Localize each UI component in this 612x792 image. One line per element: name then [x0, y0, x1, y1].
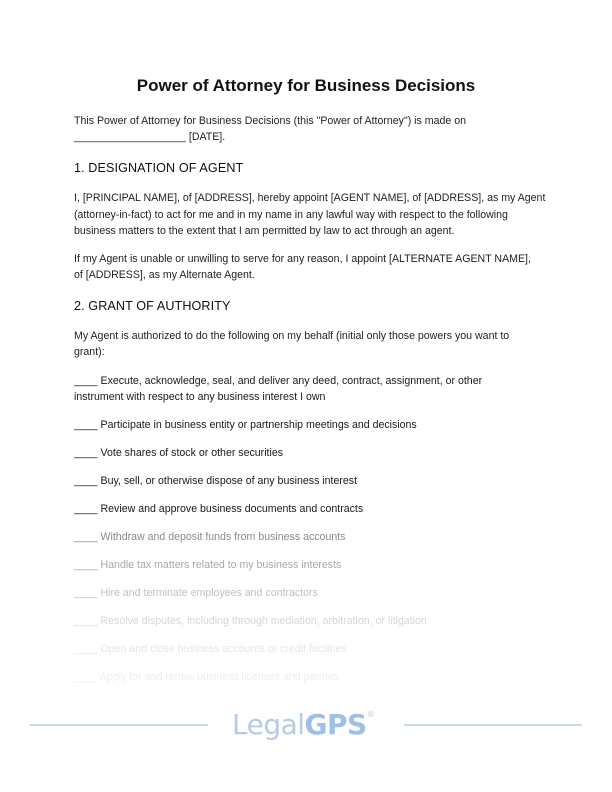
section-2-heading: 2. GRANT OF AUTHORITY — [74, 299, 231, 313]
power-item: ____ Withdraw and deposit funds from business accounts — [74, 531, 346, 543]
power-item: ____ Participate in business entity or partnership meetings and decisions — [74, 419, 417, 431]
section-1-para-2-line-2: of [ADDRESS], as my Alternate Agent. — [74, 269, 255, 281]
intro-line-1: This Power of Attorney for Business Decisions (this "Power of Attorney") is made on — [74, 115, 467, 127]
power-item: ____ Review and approve business documents and contracts — [74, 503, 364, 515]
section-2-intro-line-2: grant): — [74, 346, 105, 358]
power-item: instrument with respect to any business interest I own — [74, 391, 326, 403]
document-title: Power of Attorney for Business Decisions — [136, 76, 476, 95]
power-item: ____ Resolve disputes, including through mediation, arbitration, or litigation — [74, 615, 427, 627]
logo-text-bold: GPS — [304, 708, 367, 741]
registered-mark: ® — [366, 710, 375, 719]
legalgps-logo — [232, 708, 374, 741]
intro-line-2: ___________________ [DATE]. — [74, 131, 226, 143]
logo-text-light: Legal — [232, 708, 305, 741]
section-1-para-1-line-3: business matters to the extent that I am permitted by law to act through an agent. — [74, 225, 455, 237]
power-item: ____ Vote shares of stock or other securities — [74, 447, 284, 459]
footer-divider-left — [30, 724, 208, 726]
section-2-intro-line-1: My Agent is authorized to do the following on my behalf (initial only those powers you want to — [74, 330, 510, 342]
power-item: ____ Apply for and renew business licenses and permits — [74, 671, 339, 683]
power-item: ____ Open and close business accounts or credit facilities — [74, 643, 347, 655]
footer-divider-right — [404, 724, 582, 726]
power-item: ____ Execute, acknowledge, seal, and deliver any deed, contract, assignment, or other — [74, 375, 483, 387]
power-item: ____ Handle tax matters related to my business interests — [74, 559, 342, 571]
section-1-para-1-line-2: (attorney-in-fact) to act for me and in my name in any lawful way with respect to the following — [74, 209, 508, 221]
power-item: ____ Buy, sell, or otherwise dispose of any business interest — [74, 475, 358, 487]
power-item: ____ Hire and terminate employees and contractors — [74, 587, 318, 599]
section-1-para-1-line-1: I, [PRINCIPAL NAME], of [ADDRESS], hereby appoint [AGENT NAME], of [ADDRESS], as my Agent — [74, 192, 546, 204]
section-1-heading: 1. DESIGNATION OF AGENT — [74, 161, 244, 175]
section-1-para-2-line-1: If my Agent is unable or unwilling to serve for any reason, I appoint [ALTERNATE AGENT NAME], — [74, 253, 531, 265]
